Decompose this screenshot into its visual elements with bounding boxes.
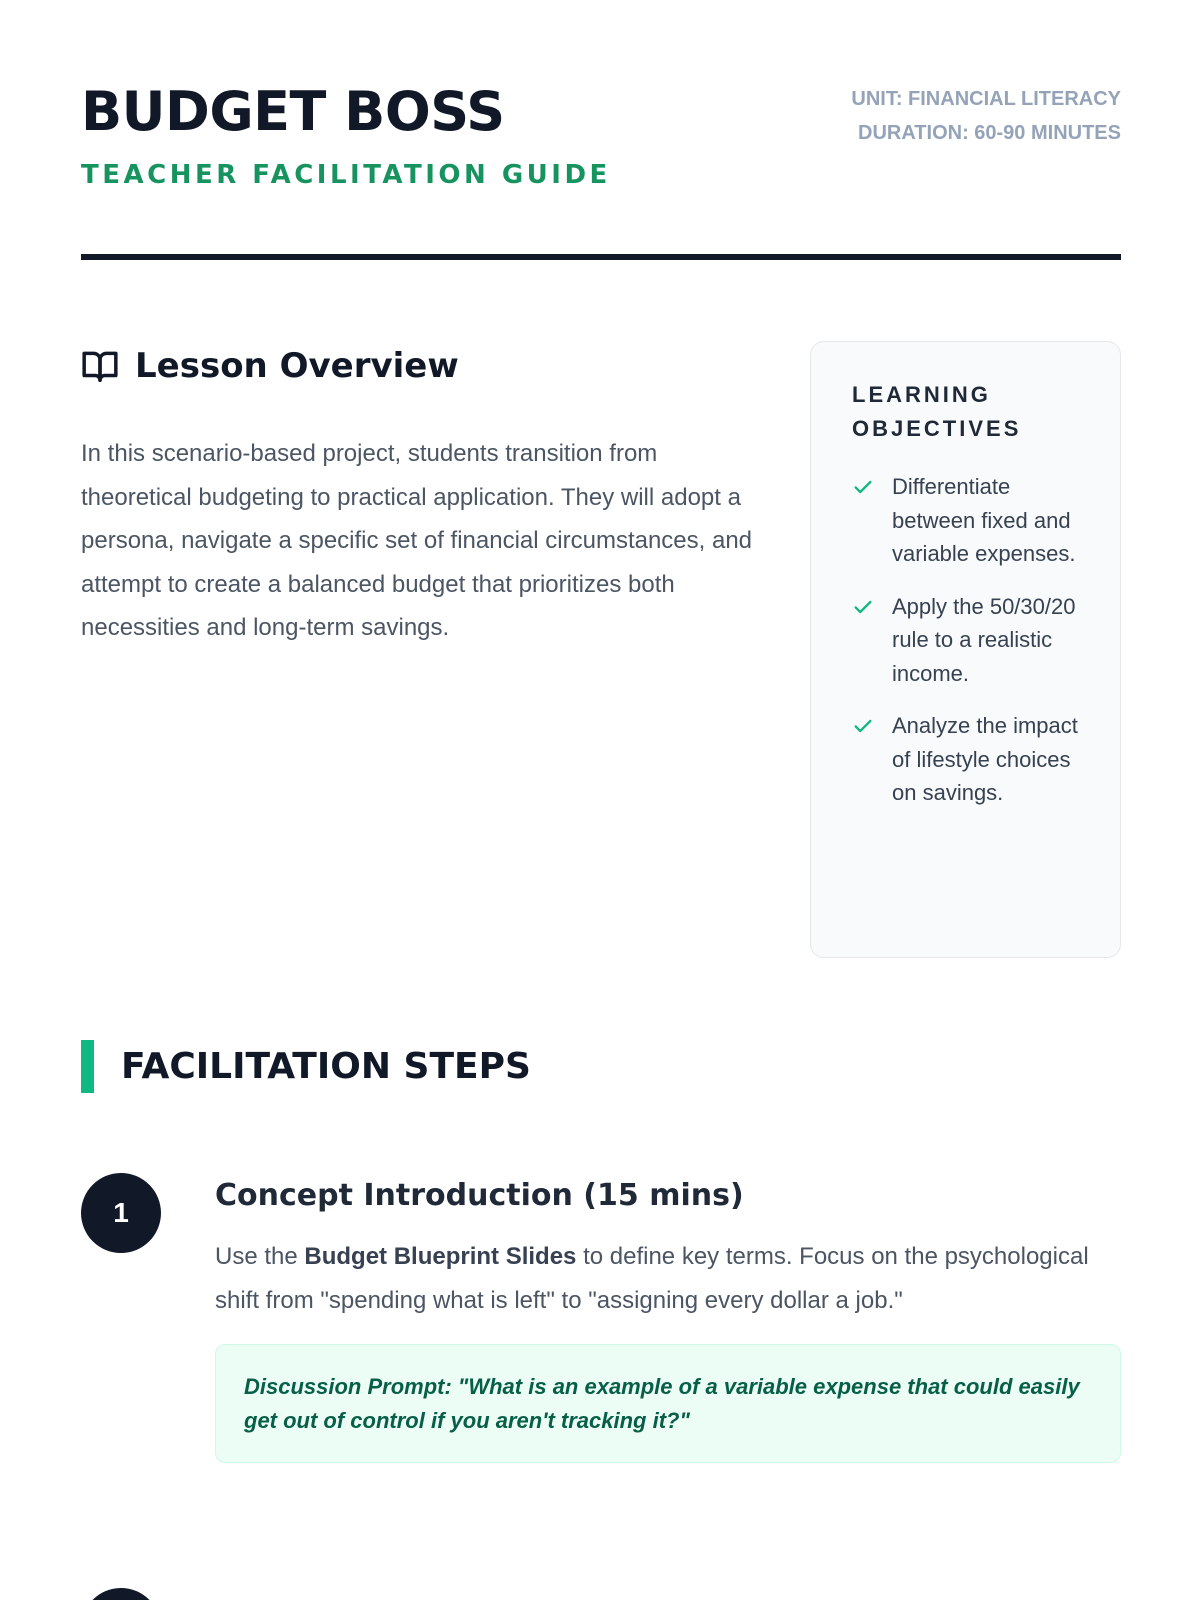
step-title: Concept Introduction (15 mins) — [215, 1178, 744, 1213]
step-content — [215, 1173, 1121, 1463]
list-item — [852, 709, 1082, 810]
header-divider — [81, 254, 1121, 260]
document-header — [81, 80, 1121, 190]
objectives-list — [852, 470, 1082, 810]
step-number-badge — [81, 1588, 161, 1600]
step-number-badge: 1 — [81, 1173, 161, 1253]
check-icon — [852, 474, 874, 496]
overview-text: In this scenario-based project, students transition from theoretical budgeting to practical application. They will adopt a persona, navigate a specific set of financial circumstances, and attempt to create a balanced budget that prioritizes both necessities and long-term savings. — [81, 440, 753, 641]
step-text-part: Use the — [215, 1243, 305, 1270]
list-item — [852, 470, 1082, 571]
unit-label: UNIT: FINANCIAL LITERACY — [851, 88, 1121, 110]
overview-heading — [81, 340, 761, 392]
facilitation-steps-heading — [81, 1040, 531, 1093]
resource-name: Budget Blueprint Slides — [304, 1243, 577, 1270]
duration-label: DURATION: 60-90 MINUTES — [858, 122, 1121, 144]
lesson-meta — [851, 82, 1121, 150]
book-open-icon — [81, 347, 119, 385]
objective-text: Analyze the impact of lifestyle choices on savings. — [892, 713, 1078, 805]
learning-objectives-card — [810, 341, 1121, 958]
steps-title: FACILITATION STEPS — [121, 1046, 531, 1087]
check-icon — [852, 713, 874, 735]
document-subtitle: TEACHER FACILITATION GUIDE — [81, 160, 611, 190]
document-title: BUDGET BOSS — [81, 80, 505, 143]
discussion-prompt: Discussion Prompt: "What is an example of a variable expense that could easily get out of control if you aren't tracking it?" — [215, 1344, 1121, 1463]
step-text — [215, 1235, 1121, 1322]
step-text-part: to define key terms. Focus on the psychological shift from "spending what is left" to "assigning every dollar a job." — [215, 1243, 1089, 1314]
list-item — [852, 590, 1082, 691]
section-accent-bar — [81, 1040, 94, 1093]
objectives-title: LEARNING OBJECTIVES — [852, 382, 1022, 441]
objective-text: Differentiate between fixed and variable expenses. — [892, 474, 1076, 566]
lesson-overview — [81, 340, 761, 650]
check-icon — [852, 594, 874, 616]
overview-title: Lesson Overview — [135, 346, 459, 386]
objective-text: Apply the 50/30/20 rule to a realistic income. — [892, 593, 1076, 686]
